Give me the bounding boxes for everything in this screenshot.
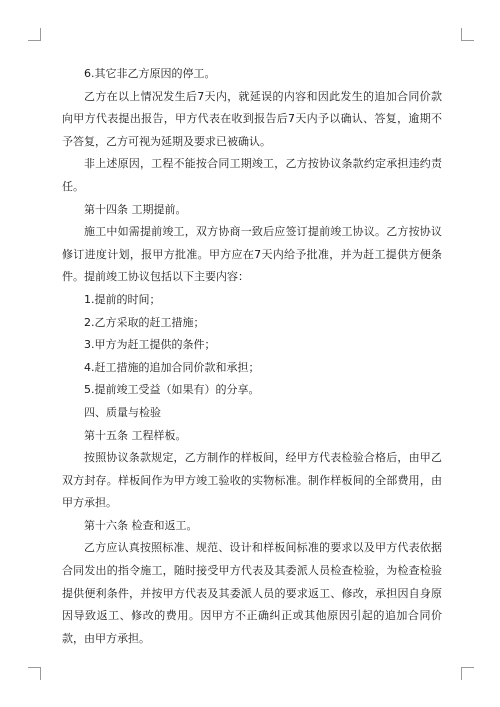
crop-mark-top-left — [28, 28, 41, 41]
crop-mark-bottom-left — [28, 667, 41, 680]
document-body — [62, 63, 442, 650]
section-4-heading: 四、质量与检验 — [84, 405, 161, 419]
paragraph-breach-liability: 非上述原因，工程不能按合同工期竣工，乙方按协议条款约定承担违约责任。 — [62, 157, 442, 193]
article-16-heading: 第十六条 检查和返工。 — [84, 518, 198, 532]
paragraph-delay-report: 乙方在以上情况发生后7天内，就延误的内容和因此发生的追加合同价款向甲方代表提出报告，甲方代表在收到报告后7天内予以确认、答复，逾期不予答复，乙方可视为延期及要求已被确认。 — [62, 89, 442, 148]
paragraph-inspection-rework: 乙方应认真按照标准、规范、设计和样板间标准的要求以及甲方代表依据合同发出的指令施工，随时接受甲方代表及其委派人员检查检验，为检查检验提供便利条件，并按甲方代表及其委派人员的要求返工、修改，承担因自身原因导致返工、修改的费用。因甲方不正确纠正或其他原因引起的追加合同价款，由甲方承担。 — [62, 541, 442, 645]
list-item-2: 2.乙方采取的赶工措施； — [84, 315, 205, 329]
list-item-1: 1.提前的时间； — [84, 292, 161, 306]
list-item-5: 5.提前竣工受益（如果有）的分享。 — [84, 383, 260, 397]
list-item-4: 4.赶工措施的追加合同价款和承担； — [84, 360, 260, 374]
crop-mark-top-right — [461, 28, 474, 41]
list-item-3: 3.甲方为赶工提供的条件； — [84, 338, 216, 352]
paragraph-early-completion: 施工中如需提前竣工，双方协商一致后应签订提前竣工协议。乙方按协议修订进度计划，报甲方批准。甲方应在7天内给予批准，并为赶工提供方便条件。提前竣工协议包括以下主要内容： — [62, 225, 442, 284]
article-15-heading: 第十五条 工程样板。 — [84, 428, 187, 442]
paragraph-sample-room: 按照协议条款规定，乙方制作的样板间，经甲方代表检验合格后，由甲乙双方封存。样板间作为甲方竣工验收的实物标准。制作样板间的全部费用，由甲方承担。 — [62, 451, 442, 510]
crop-mark-bottom-right — [461, 667, 474, 680]
article-14-heading: 第十四条 工期提前。 — [84, 202, 187, 216]
paragraph-stoppage-item-6: 6.其它非乙方原因的停工。 — [84, 67, 216, 80]
